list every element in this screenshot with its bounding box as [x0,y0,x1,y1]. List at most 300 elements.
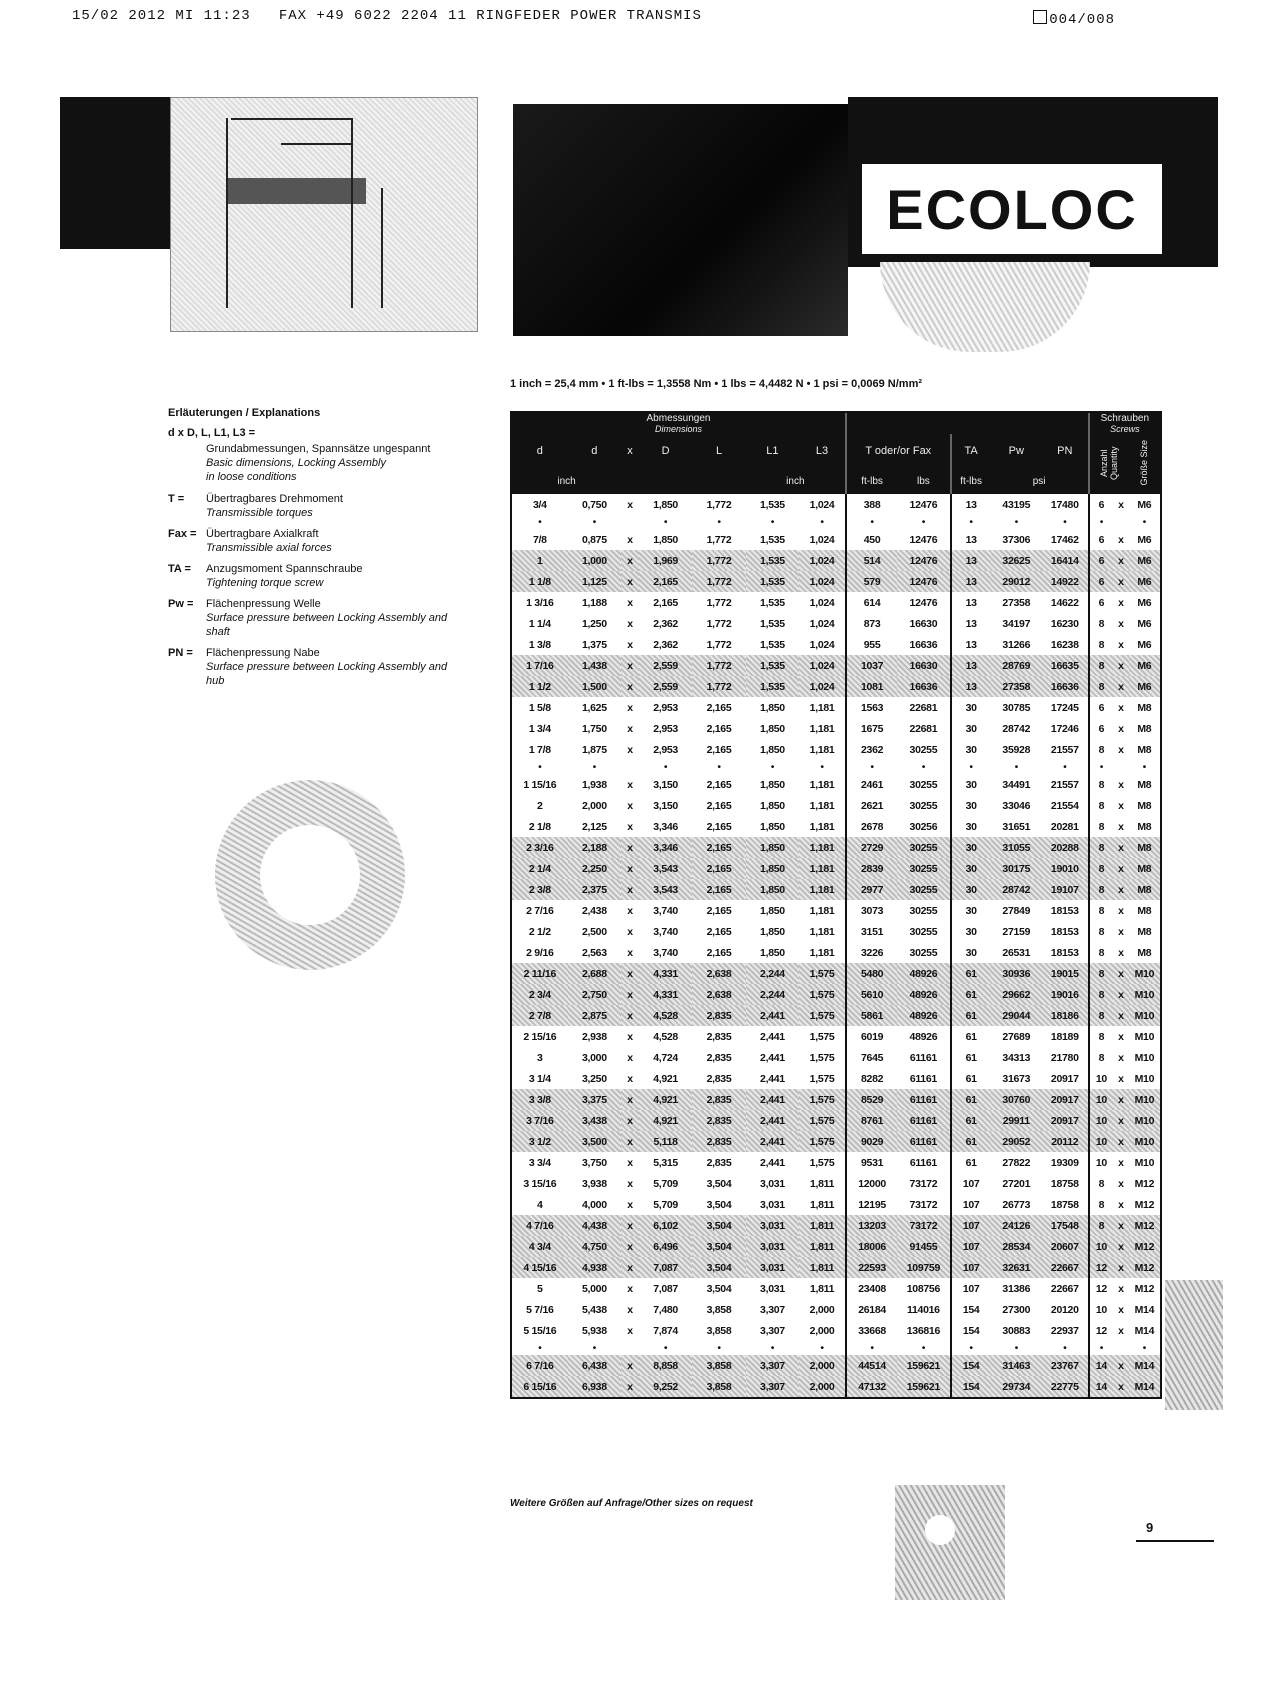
ring-graphic-top [880,262,1090,352]
table-cell: 1,772 [692,550,745,571]
table-cell: 1,024 [799,676,846,697]
table-row [512,921,1160,942]
table-cell: 34491 [1002,778,1031,791]
table-cell: 3,031 [746,1215,799,1236]
col-size [1129,434,1160,494]
table-cell: 17246 [1050,722,1079,735]
table-cell: 2,165 [692,837,745,858]
table-cell: 24126 [991,1215,1042,1236]
table-cell: 3/4 [532,498,547,511]
table-cell: 61 [951,1152,991,1173]
table-cell: 30255 [909,946,938,959]
table-cell: 107 [951,1236,991,1257]
table-cell: 1,125 [568,571,621,592]
table-cell: 27822 [1002,1156,1031,1169]
table-cell: 1,535 [746,676,799,697]
table-row [512,1152,1160,1173]
table-cell: 23408 [846,1278,897,1299]
table-cell: 2 7/8 [512,1005,568,1026]
table-cell: 13 [951,550,991,571]
table-cell: x [1118,1051,1124,1064]
table-cell: 3 1/4 [528,1072,551,1085]
table-cell: 2,835 [706,1030,732,1043]
table-cell: 2,688 [568,963,621,984]
table-cell: x [1113,1110,1129,1131]
table-cell: 1,024 [809,498,835,511]
table-row [512,1131,1160,1152]
table-cell: 9,252 [639,1376,692,1397]
table-cell: x [621,1131,639,1152]
table-cell: • [820,516,824,528]
table-cell: 30255 [897,858,950,879]
table-cell: 61 [951,1026,991,1047]
table-cell: 1 15/16 [523,778,557,791]
table-cell: 1,438 [568,655,621,676]
table-cell: 30255 [909,799,938,812]
table-row [512,655,1160,676]
table-cell: 6 [1089,494,1113,515]
table-cell: 1,250 [581,617,607,630]
legend-item [168,597,468,639]
table-cell: 18153 [1050,925,1079,938]
table-cell: 12195 [846,1194,897,1215]
table-cell: 3,858 [706,1303,732,1316]
table-cell: 12 [1089,1278,1113,1299]
table-cell: x [1113,1089,1129,1110]
table-cell: 1,850 [760,778,785,791]
table-cell: • [846,1341,897,1355]
table-cell: 31266 [1002,638,1031,651]
table-cell: x [627,1198,633,1211]
table-cell: 1,850 [760,820,785,833]
table-cell: • [1089,515,1113,529]
table-cell: 61161 [897,1131,950,1152]
table-cell: 1,875 [581,743,607,756]
table-cell: M10 [1129,1110,1160,1131]
table-cell: 16630 [909,617,938,630]
table-cell: 1 [512,550,568,571]
table-row [512,837,1160,858]
table-cell: 30 [951,774,991,795]
table-cell: 2839 [846,858,897,879]
table-cell: x [621,676,639,697]
table-cell: 20917 [1042,1110,1089,1131]
table-cell: 2 15/16 [523,1030,557,1043]
unit-inch-1: inch [512,468,621,494]
legend-symbol: Pw = [168,598,194,610]
table-cell: M8 [1129,879,1160,900]
table-cell: x [1118,533,1124,546]
group-dimensions-en: Dimensions [654,424,702,434]
table-cell: 1,811 [809,1198,835,1211]
table-cell: 2,000 [799,1376,846,1397]
table-cell: M6 [1137,638,1152,651]
table-cell: M8 [1137,799,1152,812]
table-cell: 5861 [846,1005,897,1026]
table-cell: 4,921 [653,1072,678,1085]
table-cell: 12000 [846,1173,897,1194]
table-cell: • [951,760,991,774]
table-cell: M12 [1134,1177,1155,1190]
legend-symbol: T = [168,493,185,505]
table-cell: 47132 [846,1376,897,1397]
table-cell: 1,938 [581,778,607,791]
table-cell: • [1014,516,1018,528]
table-row [512,1278,1160,1299]
table-cell: x [627,1324,633,1337]
table-cell: x [627,1030,633,1043]
table-cell: 2,559 [639,676,692,697]
table-cell: 4,921 [639,1089,692,1110]
table-cell: 30 [951,879,991,900]
table-cell: x [621,1355,639,1376]
page-number: 9 [1146,1520,1154,1535]
table-cell: 8 [1089,655,1113,676]
product-photo [513,104,848,336]
table-cell: 13 [951,529,991,550]
table-cell: 2,165 [706,799,732,812]
table-cell: 20120 [1050,1303,1079,1316]
table-cell: 1,850 [760,701,785,714]
table-cell: 61161 [909,1051,937,1064]
table-cell: 1037 [846,655,897,676]
table-cell: 2977 [846,879,897,900]
table-cell: 4 [537,1198,543,1211]
table-cell: 1,850 [760,743,785,756]
table-cell: 3,150 [653,778,678,791]
table-cell: 109759 [897,1257,950,1278]
table-cell: 16414 [1042,550,1089,571]
table-cell: 19107 [1042,879,1089,900]
table-cell: 9531 [846,1152,897,1173]
table-cell: • [592,1342,597,1354]
table-cell: 3,438 [568,1110,621,1131]
table-cell: 3,858 [706,1324,732,1337]
table-cell: x [627,533,633,546]
table-cell: 154 [951,1355,991,1376]
table-cell: 3,150 [653,799,678,812]
table-cell: 61 [951,1068,991,1089]
table-cell: 30936 [991,963,1042,984]
table-cell: 73172 [909,1198,938,1211]
table-cell: 10 [1089,1152,1113,1173]
table-cell: • [663,516,668,528]
legend-de: Übertragbare Axialkraft [206,528,319,540]
table-cell: M10 [1129,963,1160,984]
table-cell: x [1118,596,1124,609]
table-cell: 3,375 [568,1089,621,1110]
table-cell: 1 1/4 [528,617,551,630]
table-cell: 30255 [909,904,938,917]
table-cell: • [1089,760,1113,774]
table-cell: 6019 [846,1026,897,1047]
table-cell: 2,835 [706,1156,732,1169]
table-cell: 31673 [1002,1072,1031,1085]
table-cell: 1,811 [799,1257,846,1278]
table-cell: 5 [537,1282,543,1295]
table-cell: 4,724 [653,1051,678,1064]
table-row [512,494,1160,515]
table-cell: 159621 [897,1355,950,1376]
table-cell: x [621,1236,639,1257]
col-size-label: Größe Size [1139,439,1150,486]
table-cell: 10 [1089,1299,1113,1320]
table-cell: • [663,1342,668,1354]
unit-blank [621,468,746,494]
table-cell: 1,575 [799,1131,846,1152]
table-cell: 13 [951,676,991,697]
table-cell: 1,575 [809,1072,835,1085]
table-cell: 1,772 [706,617,732,630]
table-cell [1113,1341,1129,1355]
table-cell: M6 [1137,596,1152,609]
table-cell: 3,307 [760,1324,785,1337]
table-cell: 73172 [909,1177,938,1190]
table-cell: 2,563 [581,946,607,959]
table-cell: 0,875 [581,533,607,546]
table-cell: 10 [1089,1131,1113,1152]
col-quantity-label: Anzahl Quantity [1099,445,1120,480]
dimensions-table [510,411,1162,1399]
table-cell: M10 [1129,1131,1160,1152]
table-cell: 30 [951,921,991,942]
table-cell: 2,441 [760,1072,785,1085]
table-cell: x [627,820,633,833]
unit-conversion-line: 1 inch = 25,4 mm • 1 ft-lbs = 1,3558 Nm • 1 lbs = 4,4482 N • 1 psi = 0,0069 N/mm² [510,378,923,390]
table-cell: 1,850 [746,837,799,858]
table-cell: 30760 [991,1089,1042,1110]
table-cell: 1,535 [746,550,799,571]
table-cell: 19309 [1050,1156,1079,1169]
table-cell: 8,858 [639,1355,692,1376]
table-cell: M6 [1129,571,1160,592]
table-cell: 2,165 [639,571,692,592]
table-cell: x [1118,743,1124,756]
table-cell: 1,811 [809,1282,835,1295]
table-cell: 12 [1089,1257,1113,1278]
table-cell: 13 [951,613,991,634]
table-cell: 2 11/16 [512,963,568,984]
table-row [512,592,1160,613]
table-cell: • [921,761,926,773]
table-cell: 2,875 [568,1005,621,1026]
table-cell: 4,921 [639,1110,692,1131]
table-cell: x [1118,904,1124,917]
table-cell: 5,000 [581,1282,607,1295]
table-cell: 1,850 [760,925,785,938]
table-cell: 22681 [909,722,938,735]
table-cell: 6,438 [568,1355,621,1376]
table-cell: 19016 [1042,984,1089,1005]
table-cell: 61 [951,1089,991,1110]
table-cell: 1,535 [760,638,785,651]
table-cell: 1,811 [809,1177,835,1190]
table-cell: 2,438 [581,904,607,917]
table-cell: 8529 [846,1089,897,1110]
table-cell: 18758 [1050,1177,1079,1190]
table-cell: 7/8 [532,533,547,546]
table-cell: 35928 [1002,743,1031,756]
table-cell: 28534 [991,1236,1042,1257]
table-cell: x [1113,1355,1129,1376]
table-cell: 27358 [991,676,1042,697]
table-cell: 21554 [1050,799,1079,812]
table-cell: 3,504 [692,1257,745,1278]
table-cell: 2 3/16 [512,837,568,858]
table-cell: 31463 [991,1355,1042,1376]
table-cell: 8 [1089,921,1113,942]
table-cell: 28742 [991,879,1042,900]
table-row [512,1299,1160,1320]
table-cell: 1,375 [581,638,607,651]
table-cell: 48926 [897,1005,950,1026]
table-cell: 8 [1089,774,1113,795]
table-cell: 1,575 [799,1110,846,1131]
legend-dims-de: Grundabmessungen, Spannsätze ungespannt [206,443,431,455]
table-cell: M14 [1134,1303,1155,1316]
table-cell: 27201 [1002,1177,1031,1190]
table-cell: 2,441 [746,1089,799,1110]
table-row [512,613,1160,634]
table-cell: 3,031 [760,1177,785,1190]
table-cell: 3,031 [746,1236,799,1257]
table-cell: x [621,858,639,879]
table-cell: x [1118,1303,1124,1316]
table-cell: 33046 [1002,799,1031,812]
table-cell: 31651 [1002,820,1031,833]
table-cell: 18006 [846,1236,897,1257]
table-cell: M8 [1137,946,1152,959]
table-cell: 30 [951,697,991,718]
table-cell: M10 [1129,984,1160,1005]
legend-heading: Erläuterungen / Explanations [168,407,321,419]
legend-dims-symbol: d x D, L, L1, L3 = [168,427,256,439]
table-cell: x [1113,984,1129,1005]
table-gap-row [512,760,1160,774]
table-cell: 1,772 [706,533,732,546]
table-cell: 61 [951,1131,991,1152]
table-cell: x [621,550,639,571]
fax-header-line: 15/02 2012 MI 11:23 FAX +49 6022 2204 11 RINGFEDER POWER TRANSMIS [72,8,702,24]
table-cell: 2678 [846,816,897,837]
legend-dims-en2: in loose conditions [206,471,297,483]
table-cell: 4,331 [639,984,692,1005]
table-cell: 27300 [1002,1303,1031,1316]
table-cell: x [621,655,639,676]
table-cell: 2 3/8 [512,879,568,900]
table-cell: 73172 [897,1215,950,1236]
table-cell: • [1063,1342,1067,1354]
table-row [512,1320,1160,1341]
table-cell: 28742 [1002,722,1031,735]
table-cell: 14 [1089,1376,1113,1397]
table-cell: 1,181 [799,858,846,879]
table-cell: 6 [1089,571,1113,592]
table-cell: 3,504 [706,1282,732,1295]
table-cell: 22937 [1050,1324,1079,1337]
table-cell: x [1113,1005,1129,1026]
table-cell: 5610 [846,984,897,1005]
table-cell: 2,441 [746,1110,799,1131]
table-row [512,1068,1160,1089]
table-cell: 30255 [897,879,950,900]
table-cell: 61 [951,1047,991,1068]
table-cell: 5,709 [653,1198,678,1211]
legend-en: Surface pressure between Locking Assembly and hub [206,661,448,687]
table-cell: • [1063,761,1067,773]
table-cell: M12 [1129,1257,1160,1278]
table-cell: 14622 [1050,596,1079,609]
table-cell: 1,181 [799,837,846,858]
unit-ftlbs: ft-lbs [846,468,897,494]
table-cell: 8 [1089,942,1113,963]
table-cell: x [621,837,639,858]
table-cell: 48926 [909,1030,938,1043]
table-cell: 2,750 [568,984,621,1005]
table-cell: 29734 [991,1376,1042,1397]
table-cell: • [538,761,542,773]
table-cell: 1,024 [809,617,835,630]
legend-de: Flächenpressung Nabe [206,647,320,659]
table-cell: 30 [951,739,991,760]
table-cell: x [621,571,639,592]
table-cell: 3,346 [639,837,692,858]
table-cell: • [770,761,775,773]
table-cell: 29911 [991,1110,1042,1131]
table-cell: 2 1/8 [528,820,551,833]
table-cell: 5,709 [653,1177,678,1190]
table-cell: 2,835 [692,1110,745,1131]
table-cell: 450 [846,529,897,550]
table-cell: 4,331 [639,963,692,984]
table-row [512,1047,1160,1068]
table-row [512,1355,1160,1376]
table-cell: 2,441 [760,1156,785,1169]
table-cell: 3,938 [581,1177,607,1190]
table-cell: 1 1/2 [512,676,568,697]
table-cell: 8761 [846,1110,897,1131]
table-cell: 5,938 [581,1324,607,1337]
table-cell: 1,181 [809,743,835,756]
table-cell: 34313 [1002,1051,1031,1064]
table-cell: M14 [1134,1324,1155,1337]
legend-dims-en1: Basic dimensions, Locking Assembly [206,457,386,469]
table-cell: x [627,596,633,609]
table-cell: 30 [951,837,991,858]
table-cell: 1,850 [746,858,799,879]
table-cell: 7,480 [653,1303,678,1316]
legend-en: Transmissible torques [206,507,313,519]
table-row [512,1257,1160,1278]
table-cell: • [1014,1342,1018,1354]
table-cell: 3 3/8 [512,1089,568,1110]
table-cell: 7,087 [653,1282,678,1295]
table-cell: 8 [1089,634,1113,655]
table-cell: 107 [951,1257,991,1278]
table-cell: x [1113,1257,1129,1278]
table-cell: 2,835 [692,1089,745,1110]
table-cell: 154 [951,1376,991,1397]
table-cell: 5,118 [639,1131,692,1152]
table-row [512,879,1160,900]
table-cell: 2,165 [692,858,745,879]
table-cell: 22775 [1042,1376,1089,1397]
table-cell: 21557 [1050,778,1079,791]
table-cell: x [1118,701,1124,714]
table-cell: 43195 [1002,498,1031,511]
table-cell: 1,535 [760,617,785,630]
table-cell: 1,575 [809,1156,835,1169]
